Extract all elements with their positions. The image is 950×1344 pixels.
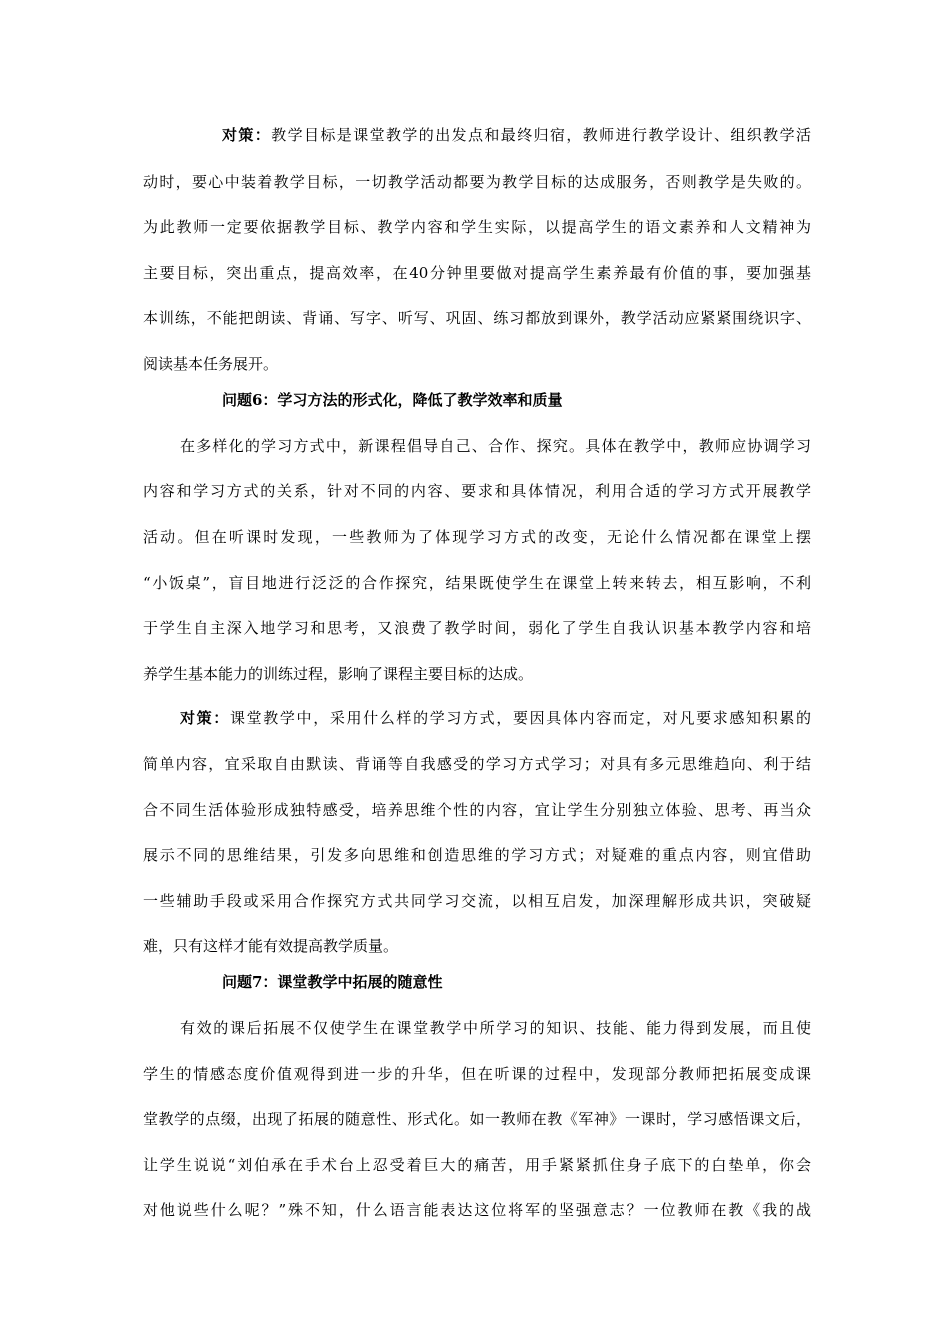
paragraph-line: 展示不同的思维结果，引发多向思维和创造思维的学习方式；对疑难的重点内容，则宜借助 xyxy=(143,846,811,864)
paragraph-line: 内容和学习方式的关系，针对不同的内容、要求和具体情况，利用合适的学习方式开展教学 xyxy=(143,482,811,500)
paragraph-line: 让学生说说“刘伯承在手术台上忍受着巨大的痛苦，用手紧紧抓住身子底下的白垫单，你会 xyxy=(143,1156,811,1174)
paragraph-line: 堂教学的点缀，出现了拓展的随意性、形式化。如一教师在教《军神》一课时，学习感悟课文后， xyxy=(143,1110,811,1128)
paragraph-line: 对策：课堂教学中，采用什么样的学习方式，要因具体内容而定，对凡要求感知积累的 xyxy=(180,709,811,727)
paragraph-line: 一些辅助手段或采用合作探究方式共同学习交流，以相互启发，加深理解形成共识，突破疑 xyxy=(143,892,811,910)
paragraph-line: 于学生自主深入地学习和思考，又浪费了教学时间，弱化了学生自我认识基本教学内容和培 xyxy=(143,619,811,637)
paragraph-line: 合不同生活体验形成独特感受，培养思维个性的内容，宜让学生分别独立体验、思考、再当众 xyxy=(143,801,811,819)
paragraph-line: 在多样化的学习方式中，新课程倡导自己、合作、探究。具体在教学中，教师应协调学习 xyxy=(180,437,811,455)
paragraph-line: 养学生基本能力的训练过程，影响了课程主要目标的达成。 xyxy=(143,665,534,683)
paragraph-line: 简单内容，宜采取自由默读、背诵等自我感受的学习方式学习；对具有多元思维趋向、利于结 xyxy=(143,755,811,773)
paragraph-line: 对他说些什么呢？”殊不知，什么语言能表达这位将军的坚强意志？一位教师在教《我的战 xyxy=(143,1201,811,1219)
paragraph-line: 难，只有这样才能有效提高教学质量。 xyxy=(143,937,399,955)
section-heading: 问题7：课堂教学中拓展的随意性 xyxy=(222,973,443,991)
paragraph-line: “小饭桌”，盲目地进行泛泛的合作探究，结果既使学生在课堂上转来转去，相互影响，不利 xyxy=(143,574,811,592)
paragraph-line: 有效的课后拓展不仅使学生在课堂教学中所学习的知识、技能、能力得到发展，而且使 xyxy=(180,1019,811,1037)
paragraph-line: 主要目标，突出重点，提高效率，在40分钟里要做对提高学生素养最有价值的事，要加强基 xyxy=(143,264,811,282)
paragraph-line: 动时，要心中装着教学目标，一切教学活动都要为教学目标的达成服务，否则教学是失败的。 xyxy=(143,173,811,191)
paragraph-line: 对策：教学目标是课堂教学的出发点和最终归宿，教师进行教学设计、组织教学活 xyxy=(222,126,811,144)
paragraph-line: 学生的情感态度价值观得到进一步的升华，但在听课的过程中，发现部分教师把拓展变成课 xyxy=(143,1065,811,1083)
paragraph-line: 活动。但在听课时发现，一些教师为了体现学习方式的改变，无论什么情况都在课堂上摆 xyxy=(143,528,811,546)
countermeasure-label: 对策： xyxy=(222,126,272,144)
countermeasure-label: 对策： xyxy=(180,709,230,727)
paragraph-line: 为此教师一定要依据教学目标、教学内容和学生实际，以提高学生的语文素养和人文精神为 xyxy=(143,218,811,236)
paragraph-line: 阅读基本任务展开。 xyxy=(143,355,279,373)
paragraph-line: 本训练，不能把朗读、背诵、写字、听写、巩固、练习都放到课外，教学活动应紧紧围绕识字、 xyxy=(143,309,811,327)
section-heading: 问题6：学习方法的形式化，降低了教学效率和质量 xyxy=(222,391,563,409)
